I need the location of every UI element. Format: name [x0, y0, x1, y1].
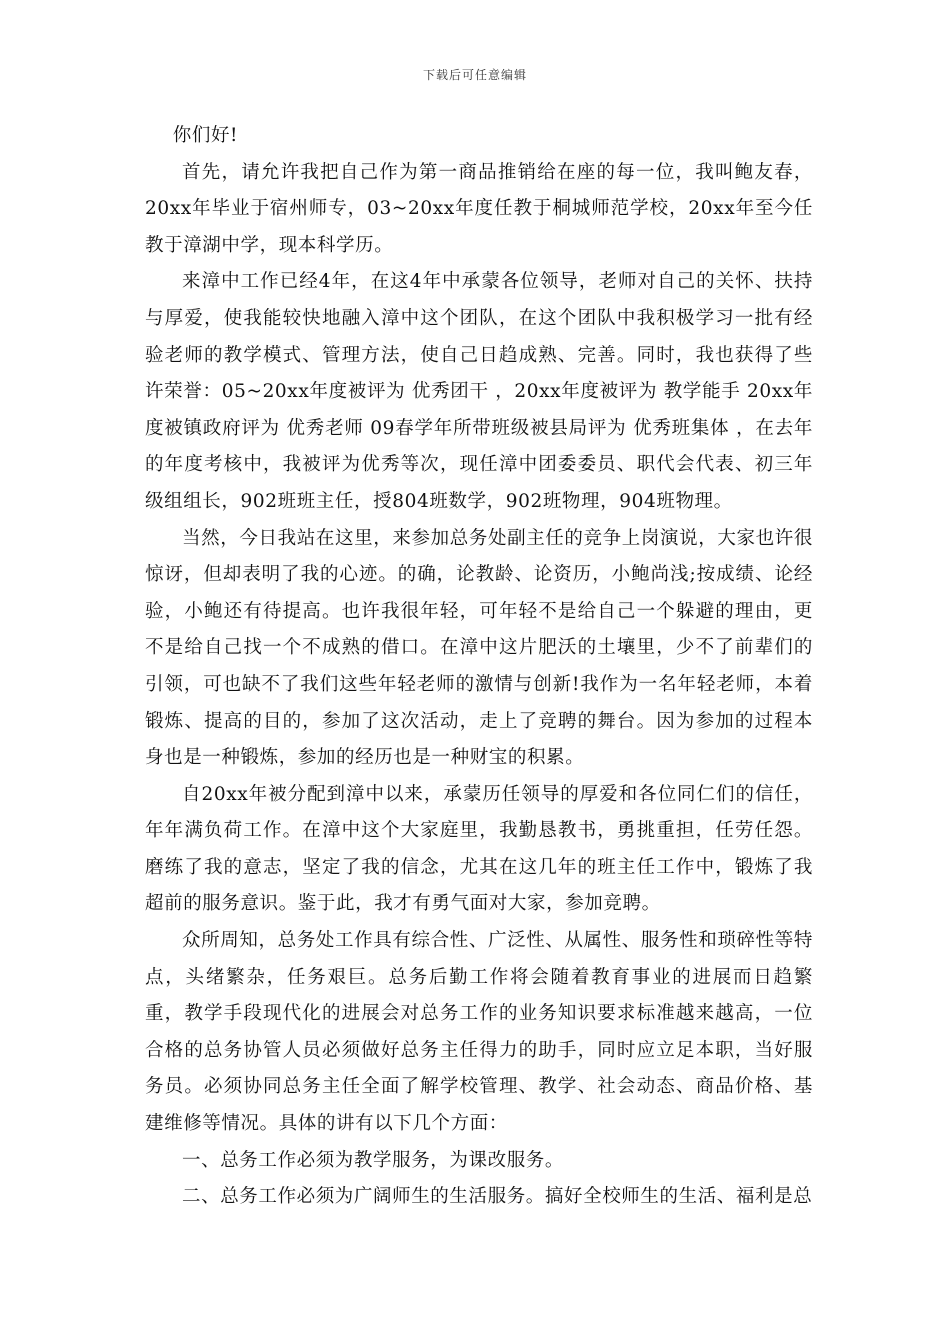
list-item-living: 二、总务工作必须为广阔师生的生活服务。搞好全校师生的生活、福利是总: [182, 1186, 813, 1208]
paragraph-history: 自20xx年被分配到漳中以来，承蒙历任领导的厚爱和各位同仁们的信任，年年满负荷工作。在漳中这个大家庭里，我勤恳教书，勇挑重担，任劳任怨。磨练了我的意志，坚定了我的信念，尤其在这几年的班主任工作中，锻炼了我超前的服务意识。鉴于此，我才有勇气面对大家，参加竞聘。: [145, 783, 813, 915]
paragraph-experience: 来漳中工作已经4年，在这4年中承蒙各位领导，老师对自己的关怀、扶持与厚爱，使我能较快地融入漳中这个团队，在这个团队中我积极学习一批有经验老师的教学模式、管理方法，使自己日趋成熟、完善。同时，我也获得了些许荣誉：05~20xx年度被评为 优秀团干 ，20xx年度被评为 教学能手 20xx年度被镇政府评为 优秀老师 09春学年所带班级被县局评为 优秀班集体 ，在去年的年度考核中，我被评为优秀等次，现任漳中团委委员、职代会代表、初三年级组组长，902班班主任，授804班数学，902班物理，904班物理。: [145, 271, 813, 512]
greeting: 你们好!: [172, 125, 239, 146]
paragraph-duties: 众所周知，总务处工作具有综合性、广泛性、从属性、服务性和琐碎性等特点，头绪繁杂，任务艰巨。总务后勤工作将会随着教育事业的进展而日趋繁重，教学手段现代化的进展会对总务工作的业务知识要求标准越来越高，一位合格的总务协管人员必须做好总务主任得力的助手，同时应立足本职，当好服务员。必须协同总务主任全面了解学校管理、教学、社会动态、商品价格、基建维修等情况。具体的讲有以下几个方面：: [145, 930, 813, 1135]
header-note: 下载后可任意编辑: [422, 68, 527, 82]
document-body: [145, 118, 813, 1216]
list-item-teaching: 一、总务工作必须为教学服务，为课改服务。: [182, 1149, 565, 1171]
paragraph-motivation: 当然，今日我站在这里，来参加总务处副主任的竞争上岗演说，大家也许很惊讶，但却表明了我的心迹。的确，论教龄、论资历，小鲍尚浅;按成绩、论经验，小鲍还有待提高。也许我很年轻，可年轻不是给自己一个躲避的理由，更不是给自己找一个不成熟的借口。在漳中这片肥沃的土壤里，少不了前辈们的引领，可也缺不了我们这些年轻老师的激情与创新!我作为一名年轻老师，本着锻炼、提高的目的，参加了这次活动，走上了竞聘的舞台。因为参加的过程本身也是一种锻炼，参加的经历也是一种财宝的积累。: [145, 527, 813, 769]
paragraph-intro: 首先，请允许我把自己作为第一商品推销给在座的每一位，我叫鲍友春，20xx年毕业于宿州师专，03~20xx年度任教于桐城师范学校，20xx年至今任教于漳湖中学，现本科学历。: [145, 161, 813, 256]
